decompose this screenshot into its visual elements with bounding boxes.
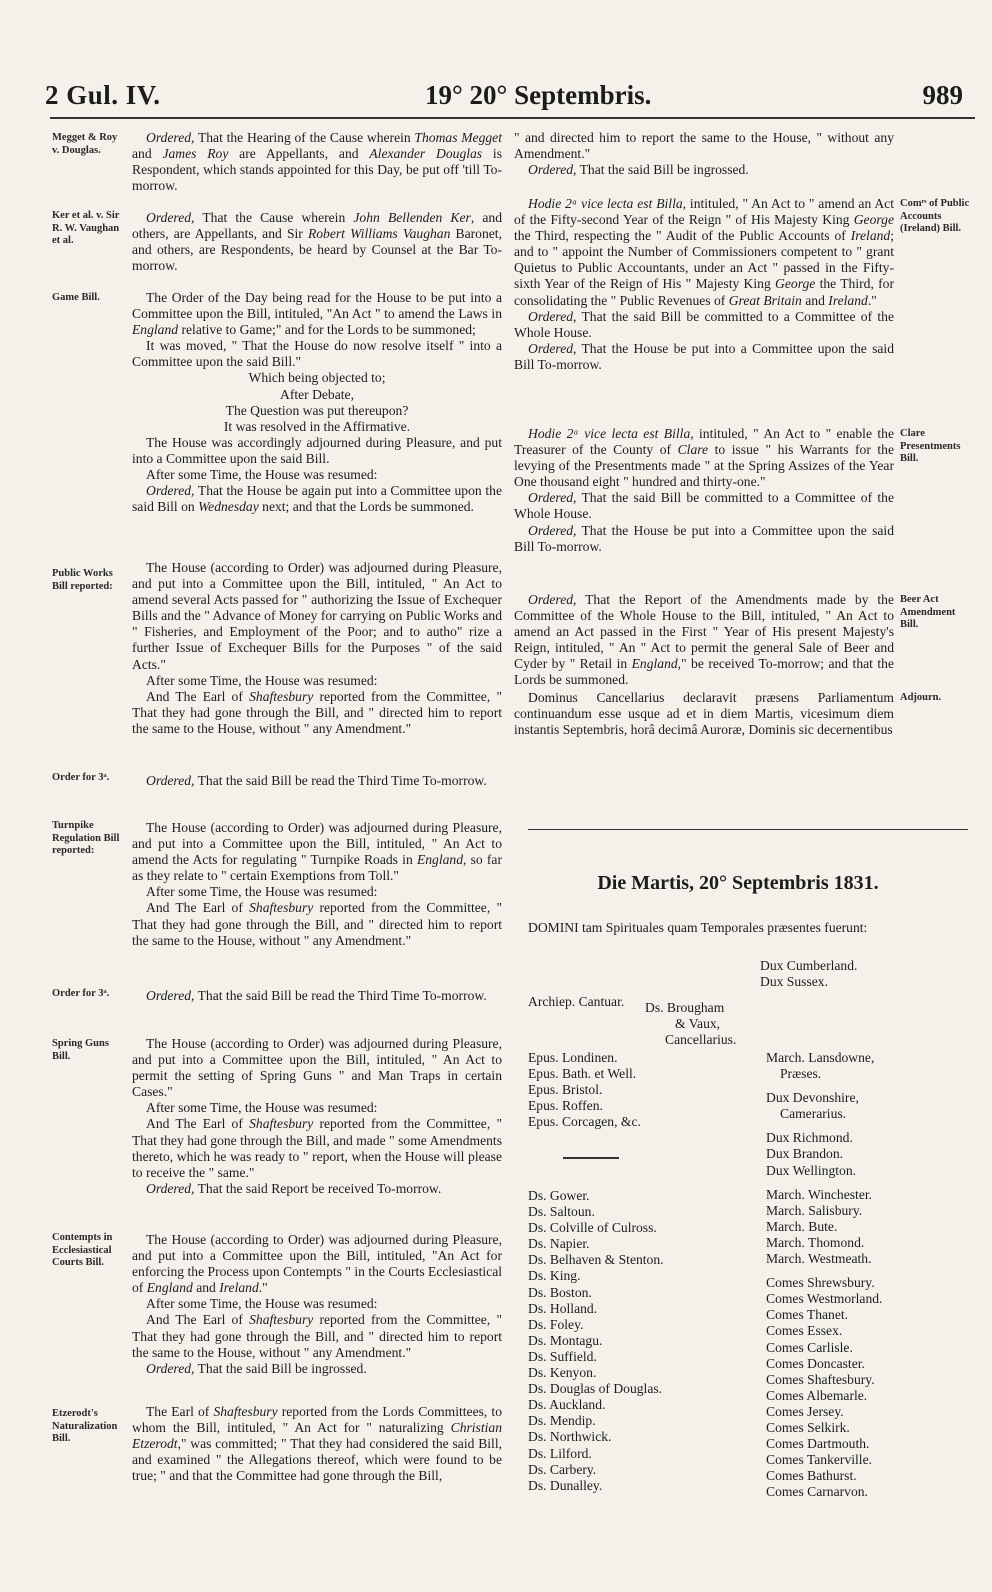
lord-entry: Ds. Kenyon. [528,1365,597,1381]
lord-entry: Præses. [780,1066,822,1082]
lord-entry: March. Westmeath. [766,1251,872,1267]
lord-entry: & Vaux, [675,1016,721,1032]
lord-entry: March. Thomond. [766,1234,865,1250]
lord-entry: Ds. Dunalley. [528,1477,603,1493]
page-header [45,80,975,120]
temporal-lords-list [766,1050,882,1500]
header-rule [50,117,975,119]
lord-entry: Comes Selkirk. [766,1419,850,1435]
lord-entry: Ds. Suffield. [528,1348,597,1364]
entry-public-accounts: Hodie 2ᵃ vice lecta est Billa, intituled, " An Act to " amend an Act of the Fifty-second Year of the Reign " of His Majesty King George the Third, respecting the " Audit of the Public Accounts of Ireland; and to " appoint the Number of Commissioners competent to " grant Quietus to Public Accountants, under an Act " passed in the Fifty-sixth Year of the Reign of His " Majesty King George the Third, for consolidating the " Public Revenues of Great Britain and Ireland." Ordered, That the said Bill be committed to a Committee of the Whole House. Ordered, That the House be put into a Committee upon the said Bill To-morrow. [514,196,894,372]
lord-entry: Epus. Bath. et Well. [528,1066,637,1082]
lord-entry: Ds. Napier. [528,1236,590,1252]
entry-etzerodt-cont: " and directed him to report the same to the House, " without any Amendment." Ordered, That the said Bill be ingrossed. [514,130,894,178]
section-rule [528,829,968,830]
lords-spiritual [528,994,624,1010]
margin-note: Beer Act Amendment Bill. [900,594,956,630]
lord-entry: Dux Cumberland. [760,958,858,973]
lord-entry: Comes Westmorland. [766,1291,883,1307]
entry-ker: Ordered, That the Cause wherein John Bellenden Ker, and others, are Appellants, and Sir Robert Williams Vaughan Baronet, and others, are Respondents, be heard by Counsel at the Bar To-morrow. [132,210,502,274]
lord-entry: Comes Doncaster. [766,1355,865,1371]
lord-entry: Ds. Brougham [645,1000,725,1015]
lord-entry: March. Lansdowne, [766,1050,875,1065]
lord-entry: Epus. Roffen. [528,1098,603,1114]
margin-note: Etzerodt's Naturalization Bill. [52,1408,118,1444]
lord-entry: Comes Carnarvon. [766,1484,868,1500]
margin-note: Public Works Bill reported: [52,568,113,592]
margin-note: Turnpike Regulation Bill reported: [52,820,120,856]
lord-entry: Cancellarius. [665,1032,737,1048]
lord-entry: Ds. Saltoun. [528,1204,595,1220]
entry-order-third-1: Ordered, That the said Bill be read the Third Time To-morrow. [146,773,487,788]
margin-note: Contempts in Ecclesiastical Courts Bill. [52,1232,113,1268]
margin-note: Megget & Roy v. Douglas. [52,132,118,156]
lord-entry: Epus. Corcagen, &c. [528,1114,641,1130]
lord-entry: March. Winchester. [766,1186,873,1202]
lord-entry: Comes Dartmouth. [766,1436,870,1452]
entry-order-third-2: Ordered, That the said Bill be read the Third Time To-morrow. [146,988,487,1003]
lord-entry: Comes Jersey. [766,1403,844,1419]
entry-etzerodt: The Earl of Shaftesbury reported from the Lords Committees, to whom the Bill, intituled, " An Act for " naturalizing Christian Etzerodt," was committed; " That they had considered the said Bill, and examined " the Allegations thereof, which were found to be true; " and that the Committee had gone through the Bill, [132,1404,502,1484]
lord-entry: Dux Sussex. [760,974,828,990]
list-divider [563,1157,619,1159]
lord-entry: Comes Essex. [766,1323,843,1339]
entry-contempts: The House (according to Order) was adjourned during Pleasure, and put into a Committee upon the Bill, intituled, "An Act for enforcing the Process upon Contempts " in the Courts Ecclesiastical of England and Ireland." After some Time, the House was resumed: And The Earl of Shaftesbury reported from the Committee, " That they had gone through the Bill, and " directed him to report the same to the House, without " any Amendment." Ordered, That the said Bill be ingrossed. [132,1232,502,1376]
entry-adjourn: Dominus Cancellarius declaravit præsens Parliamentum continuandum esse usque ad et in diem Martis, vicesimum diem instantis Septembris, horâ decimâ Auroræ, Dominis sic decernentibus [514,690,894,738]
lord-entry: Ds. Douglas of Douglas. [528,1381,663,1397]
lord-entry: Archiep. Cantuar. [528,994,625,1009]
margin-note: Ker et al. v. Sir R. W. Vaughan et al. [52,210,120,246]
lord-entry: Ds. Montagu. [528,1332,603,1348]
lord-entry: Dux Richmond. [766,1130,853,1146]
margin-note: Comʳˢ of Public Accounts (Ireland) Bill. [900,198,970,234]
margin-note: Order for 3ᵃ. [52,772,110,783]
lord-entry: Ds. Mendip. [528,1413,596,1429]
lord-entry: March. Bute. [766,1218,838,1234]
lord-entry: Comes Carlisle. [766,1339,853,1355]
lord-entry: March. Salisbury. [766,1202,863,1218]
lord-entry: Ds. Northwick. [528,1429,612,1445]
entry-turnpike: The House (according to Order) was adjourned during Pleasure, and put into a Committee upon the Bill, intituled, " An Act to amend the Acts for regulating " Turnpike Roads in England, so far as they relate to " certain Exemptions from Toll." After some Time, the House was resumed: And The Earl of Shaftesbury reported from the Committee, " That they had gone through the Bill, and " directed him to report the same to the House, without " any Amendment." [132,820,502,948]
margin-note: Order for 3ᵃ. [52,988,110,999]
lord-entry: Ds. Gower. [528,1188,590,1203]
lord-entry: Comes Albemarle. [766,1387,868,1403]
margin-note: Clare Presentments Bill. [900,428,961,464]
lord-entry: Epus. Londinen. [528,1050,618,1065]
lord-entry: Ds. Lilford. [528,1445,592,1461]
lord-entry: Comes Tankerville. [766,1452,873,1468]
margin-note: Game Bill. [52,292,100,303]
lords-right-top [760,958,857,990]
lords-intro: DOMINI tam Spirituales quam Temporales præsentes fuerunt: [528,920,868,935]
bishops [528,1050,641,1130]
page-date: 19° 20° Septembris. [425,80,652,110]
lord-entry: Dux Wellington. [766,1162,857,1178]
lord-entry: Ds. Colville of Culross. [528,1220,657,1236]
lord-entry: Comes Thanet. [766,1307,849,1323]
lord-entry: Comes Shrewsbury. [766,1275,875,1291]
entry-public-works: The House (according to Order) was adjourned during Pleasure, and put into a Committee upon the Bill, intituled, " An Act to amend several Acts passed for " authorizing the Issue of Exchequer Bills and the " Advance of Money for carrying on Public Works and " Fisheries, and Employment of the Poor; and to autho" rize a further Issue of Exchequer Bills for the Purposes " of the said Acts." After some Time, the House was resumed: And The Earl of Shaftesbury reported from the Committee, " That they had gone through the Bill, and " directed him to report the same to the House, without " any Amendment." [132,560,502,736]
entry-megget: Ordered, That the Hearing of the Cause wherein Thomas Megget and James Roy are Appellants, and Alexander Douglas is Respondent, which stands appointed for this Day, be put off 'till To-morrow. [132,130,502,194]
lord-entry: Comes Bathurst. [766,1468,857,1484]
lord-entry: Ds. Foley. [528,1316,584,1332]
lord-chancellor [645,1000,736,1048]
regnal-year: 2 Gul. IV. [45,80,161,110]
lord-entry: Dux Devonshire, [766,1090,859,1106]
barons-list [528,1188,664,1494]
lord-entry: Dux Brandon. [766,1146,844,1162]
lord-entry: Ds. Boston. [528,1284,592,1300]
lord-entry: Epus. Bristol. [528,1082,603,1098]
entry-game-bill: The Order of the Day being read for the House to be put into a Committee upon the Bill, intituled, "An Act " to amend the Laws in England relative to Game;" and for the Lords to be summoned; It was moved, " That the House do now resolve itself " into a Committee upon the said Bill." Which being objected to; After Debate, The Question was put thereupon? It was resolved in the Affirmative. The House was accordingly adjourned during Pleasure, and put into a Committee upon the said Bill. After some Time, the House was resumed: Ordered, That the House be again put into a Committee upon the said Bill on Wednesday next; and that the Lords be summoned. [132,290,502,515]
entry-beer-act: Ordered, That the Report of the Amendments made by the Committee of the Whole House to the Bill, intituled, " An Act to amend an Act passed in the First " Year of His present Majesty's Reign, intituled, " An " Act to permit the general Sale of Beer and Cyder by " Retail in England," be received To-morrow; and that the Lords be summoned. [514,592,894,688]
lord-entry: Ds. Holland. [528,1300,598,1316]
margin-note: Adjourn. [900,692,942,703]
lord-entry: Comes Shaftesbury. [766,1371,875,1387]
lord-entry: Camerarius. [780,1106,847,1122]
day-title: Die Martis, 20° Septembris 1831. [597,872,879,894]
lord-entry: Ds. Carbery. [528,1461,597,1477]
lord-entry: Ds. King. [528,1268,581,1284]
entry-spring-guns: The House (according to Order) was adjourned during Pleasure, and put into a Committee upon the Bill, intituled, " An Act to permit the setting of Spring Guns " and Man Traps in certain Cases." After some Time, the House was resumed: And The Earl of Shaftesbury reported from the Committee, " That they had gone through the Bill, and made " some Amendments thereto, which he was ready to " report, when the House will please to receive the " same." Ordered, That the said Report be received To-morrow. [132,1036,502,1196]
page-number: 989 [922,80,963,110]
entry-clare: Hodie 2ᵃ vice lecta est Billa, intituled, " An Act to " enable the Treasurer of the County of Clare to issue " his Warrants for the levying of the Presentments made " at the Spring Assizes of the Year One thousand eight " hundred and thirty-one." Ordered, That the said Bill be committed to a Committee of the Whole House. Ordered, That the House be put into a Committee upon the said Bill To-morrow. [514,426,894,554]
lord-entry: Ds. Auckland. [528,1397,606,1413]
margin-note: Spring Guns Bill. [52,1038,109,1062]
lord-entry: Ds. Belhaven & Stenton. [528,1252,664,1268]
